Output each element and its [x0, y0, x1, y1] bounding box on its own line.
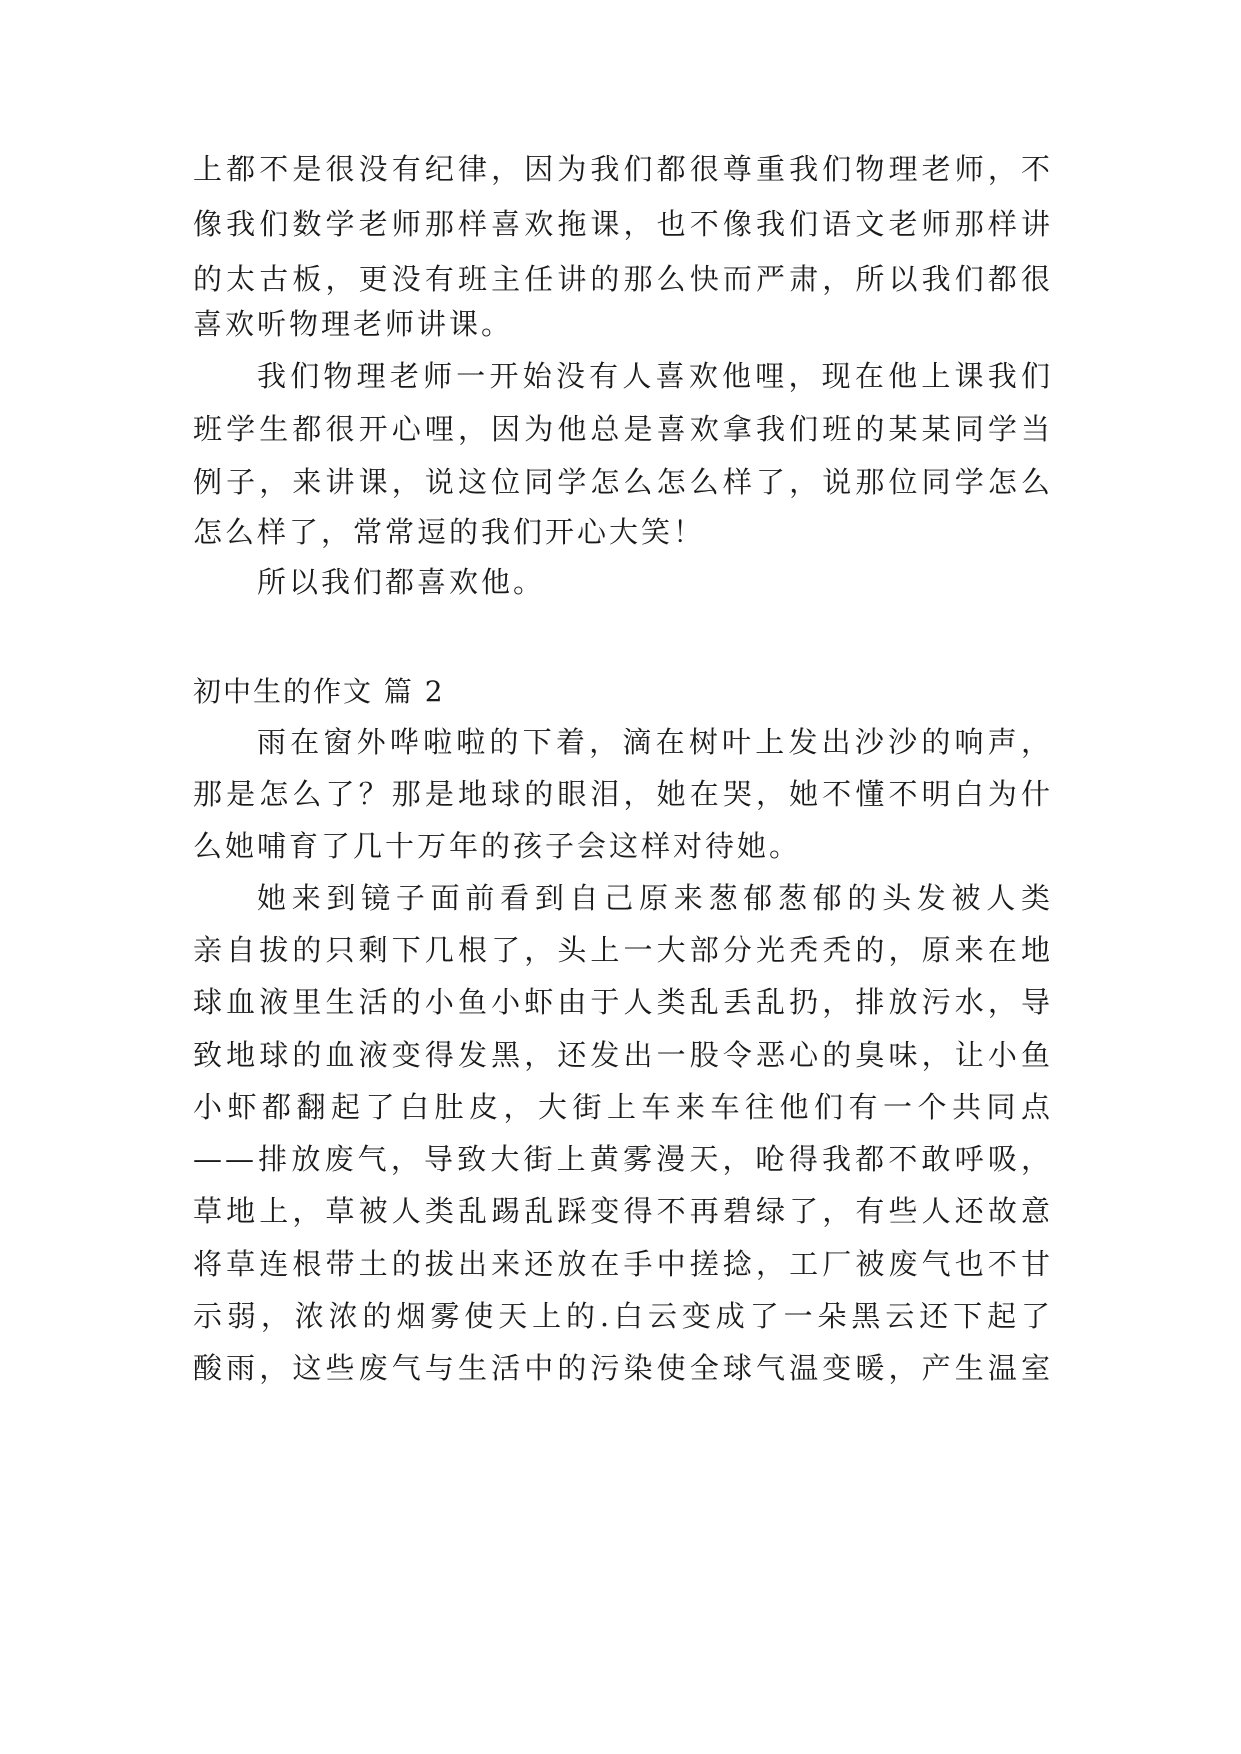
text-line: 的太古板，更没有班主任讲的那么快而严肃，所以我们都很 [193, 262, 1053, 296]
text-line: 喜欢听物理老师讲课。 [193, 307, 514, 341]
text-line: ——排放废气，导致大街上黄雾漫天，呛得我都不敢呼吸， [193, 1142, 1053, 1176]
text-line: 酸雨，这些废气与生活中的污染使全球气温变暖，产生温室 [193, 1351, 1053, 1385]
text-line: 将草连根带土的拔出来还放在手中搓捻，工厂被废气也不甘 [193, 1247, 1053, 1281]
text-line: 像我们数学老师那样喜欢拖课，也不像我们语文老师那样讲 [193, 207, 1053, 241]
text-line: 所以我们都喜欢他。 [257, 565, 546, 599]
text-line: 上都不是很没有纪律，因为我们都很尊重我们物理老师，不 [193, 152, 1053, 186]
text-line: 她来到镜子面前看到自己原来葱郁葱郁的头发被人类 [257, 881, 1053, 915]
text-line: 小虾都翻起了白肚皮，大街上车来车往他们有一个共同点 [193, 1090, 1053, 1124]
text-line: 致地球的血液变得发黑，还发出一股令恶心的臭味，让小鱼 [193, 1038, 1053, 1072]
text-line: 么她哺育了几十万年的孩子会这样对待她。 [193, 829, 802, 863]
text-line: 雨在窗外哗啦啦的下着，滴在树叶上发出沙沙的响声， [257, 725, 1053, 759]
text-line: 草地上，草被人类乱踢乱踩变得不再碧绿了，有些人还故意 [193, 1194, 1053, 1228]
text-line: 球血液里生活的小鱼小虾由于人类乱丢乱扔，排放污水，导 [193, 985, 1053, 1019]
text-line: 亲自拔的只剩下几根了，头上一大部分光秃秃的，原来在地 [193, 933, 1053, 967]
text-line: 班学生都很开心哩，因为他总是喜欢拿我们班的某某同学当 [193, 412, 1053, 446]
section-heading: 初中生的作文 篇 2 [193, 675, 445, 708]
text-line: 那是怎么了？那是地球的眼泪，她在哭，她不懂不明白为什 [193, 777, 1053, 811]
text-line: 例子，来讲课，说这位同学怎么怎么样了，说那位同学怎么 [193, 465, 1053, 499]
text-line: 示弱，浓浓的烟雾使天上的.白云变成了一朵黑云还下起了 [193, 1299, 1053, 1333]
text-line: 我们物理老师一开始没有人喜欢他哩，现在他上课我们 [257, 359, 1053, 393]
text-line: 怎么样了，常常逗的我们开心大笑！ [193, 515, 706, 549]
